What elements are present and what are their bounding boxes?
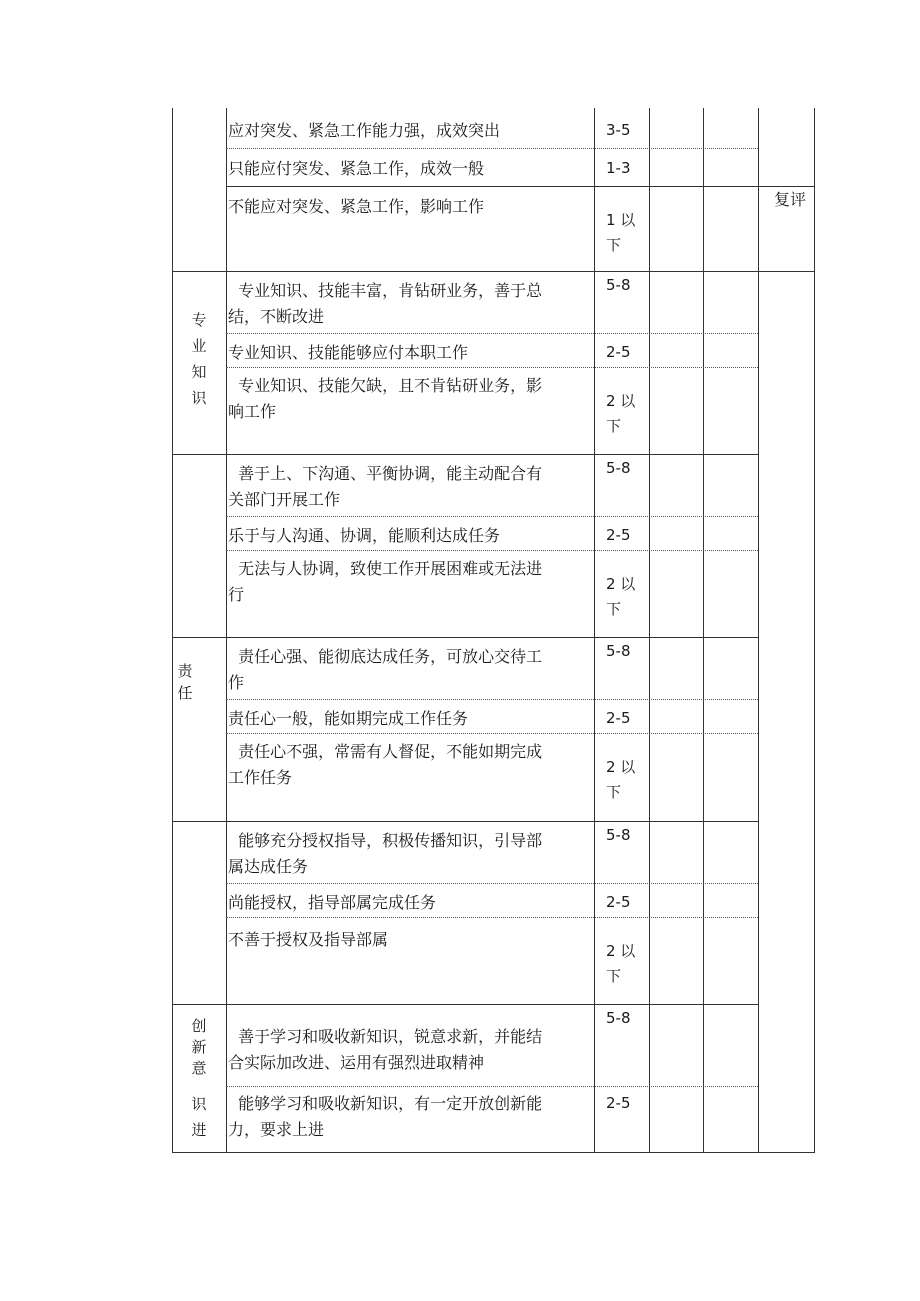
column-divider-category xyxy=(226,108,227,1153)
score-range: 2-5 xyxy=(606,526,631,544)
score-range: 2 以 下 xyxy=(606,758,636,801)
criteria-description: 尚能授权，指导部属完成任务 xyxy=(228,893,437,912)
row-divider xyxy=(226,367,758,368)
row-divider xyxy=(226,917,758,918)
table-border-bottom xyxy=(172,1152,814,1153)
criteria-description: 专业知识、技能丰富，肯钻研业务，善于总 结，不断改进 xyxy=(228,281,543,326)
row-divider xyxy=(226,550,758,551)
group-divider xyxy=(172,1004,758,1005)
criteria-description: 责任心强、能彻底达成任务，可放心交待工 作 xyxy=(228,647,543,692)
criteria-description: 只能应付突发、紧急工作，成效一般 xyxy=(228,159,485,178)
score-range: 1-3 xyxy=(606,159,631,177)
criteria-description: 能够学习和吸收新知识，有一定开放创新能 力，要求上进 xyxy=(228,1094,543,1139)
category-label-top: 创 新 意 xyxy=(191,1017,207,1077)
row-divider xyxy=(226,699,758,700)
score-range: 2-5 xyxy=(606,343,631,361)
row-divider xyxy=(226,883,758,884)
score-range: 5-8 xyxy=(606,276,631,294)
criteria-description: 责任心一般，能如期完成工作任务 xyxy=(228,709,469,728)
criteria-description: 能够充分授权指导，积极传播知识，引导部 属达成任务 xyxy=(228,831,543,876)
column-divider-score xyxy=(594,108,595,1153)
criteria-description: 乐于与人沟通、协调，能顺利达成任务 xyxy=(228,526,501,545)
row-divider xyxy=(226,333,758,334)
category-label: 责 任 xyxy=(177,662,193,702)
row-divider xyxy=(226,148,758,149)
score-range: 5-8 xyxy=(606,1009,631,1027)
score-range: 2-5 xyxy=(606,709,631,727)
score-range: 2 以 下 xyxy=(606,575,636,618)
criteria-description: 责任心不强，常需有人督促，不能如期完成 工作任务 xyxy=(228,742,543,787)
criteria-description: 专业知识、技能欠缺，且不肯钻研业务，影 响工作 xyxy=(228,376,543,421)
column-divider-mid xyxy=(703,108,704,1153)
score-range: 3-5 xyxy=(606,121,631,139)
score-range: 5-8 xyxy=(606,642,631,660)
row-divider xyxy=(226,516,758,517)
score-range: 5-8 xyxy=(606,459,631,477)
score-range: 5-8 xyxy=(606,826,631,844)
criteria-description: 善于上、下沟通、平衡协调，能主动配合有 关部门开展工作 xyxy=(228,464,543,509)
score-range: 1 以 下 xyxy=(606,211,636,254)
column-divider-recheck xyxy=(758,108,759,1153)
table-border-left xyxy=(172,108,173,1153)
criteria-description: 专业知识、技能能够应付本职工作 xyxy=(228,343,469,362)
criteria-description: 不善于授权及指导部属 xyxy=(228,930,389,949)
row-divider xyxy=(226,733,758,734)
row-divider xyxy=(226,186,814,187)
score-range: 2 以 下 xyxy=(606,942,636,985)
score-range: 2-5 xyxy=(606,893,631,911)
group-divider xyxy=(172,454,758,455)
score-range: 2 以 下 xyxy=(606,392,636,435)
criteria-description: 善于学习和吸收新知识，锐意求新，并能结 合实际加改进、运用有强烈进取精神 xyxy=(228,1027,543,1072)
group-divider xyxy=(172,637,758,638)
row-divider xyxy=(226,1086,758,1087)
criteria-description: 无法与人协调，致使工作开展困难或无法进 行 xyxy=(228,559,543,604)
criteria-description: 不能应对突发、紧急工作，影响工作 xyxy=(228,197,485,216)
score-range: 2-5 xyxy=(606,1094,631,1112)
group-divider xyxy=(172,821,758,822)
category-label-bottom: 识 进 xyxy=(191,1095,207,1139)
category-label: 专 业 知 识 xyxy=(191,311,207,407)
recheck-label: 复评 xyxy=(774,190,807,209)
group-divider xyxy=(172,271,814,272)
criteria-description: 应对突发、紧急工作能力强，成效突出 xyxy=(228,121,501,140)
table-border-right xyxy=(814,108,815,1153)
column-divider-self xyxy=(649,108,650,1153)
